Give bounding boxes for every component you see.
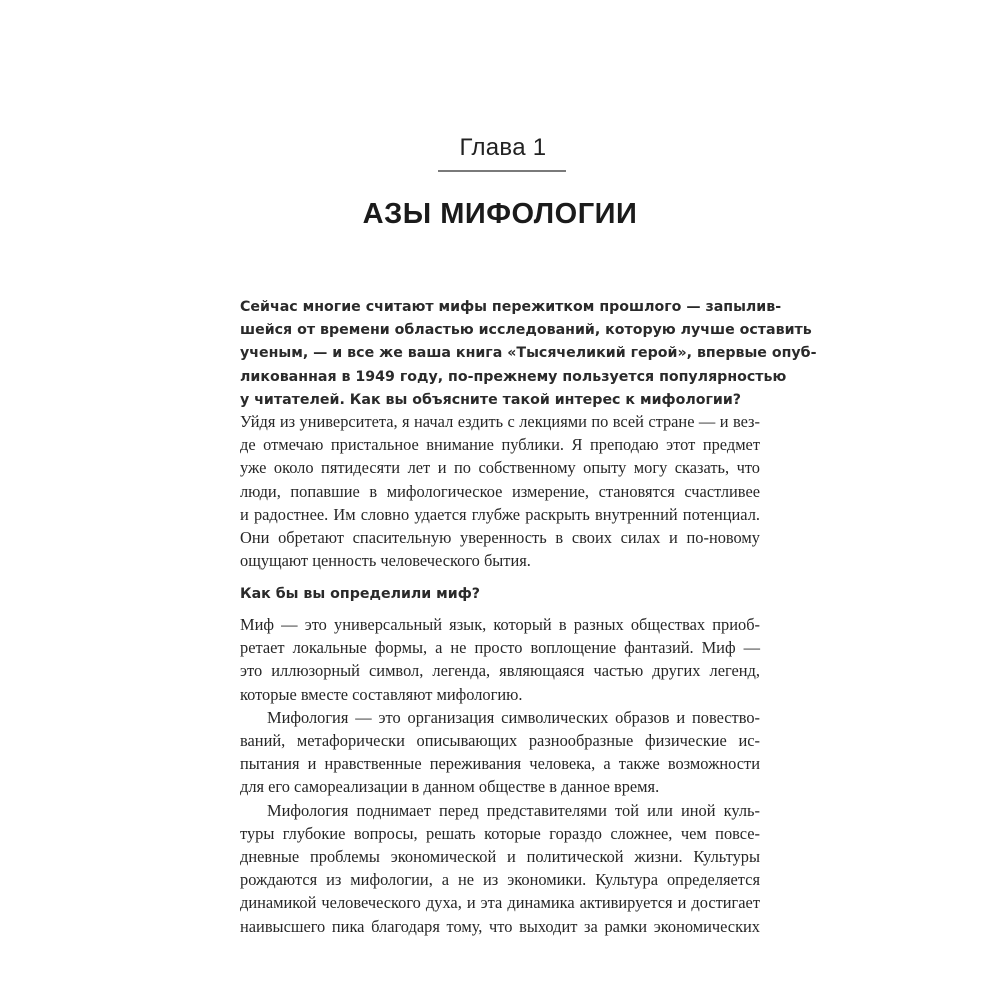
question-paragraph-1 [240, 296, 817, 412]
answer-paragraph-2 [240, 613, 760, 938]
question-paragraph-2 [240, 583, 760, 606]
answer-line: наивысшего пика благодаря тому, что выходит за рамки экономических [240, 916, 760, 936]
answer-line: Мифология поднимает перед представителями той или иной куль- [267, 800, 760, 820]
chapter-divider [438, 170, 566, 172]
answer-line: и радостнее. Им словно удается глубже раскрыть внутренний потенциал. [240, 504, 760, 524]
answer-line: уже около пятидесяти лет и по собственному опыту могу сказать, что [240, 458, 760, 478]
answer-line: ретает локальные формы, а не просто воплощение фантазий. Миф — [240, 638, 760, 658]
question-line: у читателей. Как вы объясните такой интерес к мифологии? [240, 391, 742, 408]
answer-line: Они обретают спасительную уверенность в своих силах и по-новому [240, 528, 760, 548]
answer-line: динамикой человеческого духа, и эта динамика активируется и достигает [240, 893, 760, 913]
question-line: Как бы вы определили миф? [240, 586, 481, 602]
answer-paragraph-1 [240, 410, 760, 572]
answer-line: дневные проблемы экономической и политической жизни. Культуры [240, 847, 760, 867]
answer-line: пытания и нравственные переживания человека, а также возможности [240, 754, 760, 774]
answer-line: туры глубокие вопросы, решать которые гораздо сложнее, чем повсе- [240, 823, 760, 843]
answer-line: Миф — это универсальный язык, который в разных обществах приоб- [240, 615, 760, 634]
question-line: ликованная в 1949 году, по-прежнему пользуется популярностью [240, 368, 787, 385]
answer-line: это иллюзорный символ, легенда, являющаяся частью других легенд, [240, 661, 760, 681]
question-line: шейся от времени областью исследований, которую лучше оставить [240, 322, 812, 339]
answer-line: для его самореализации в данном обществе в данное время. [240, 777, 660, 797]
question-line: Сейчас многие считают мифы пережитком прошлого — запылив- [240, 299, 782, 315]
answer-line: рождаются из мифологии, а не из экономики. Культура определяется [240, 870, 760, 890]
answer-line: которые вместе составляют мифологию. [240, 684, 523, 704]
answer-line: ваний, метафорически описывающих разнообразные физические ис- [240, 731, 760, 751]
answer-line: Уйдя из университета, я начал ездить с лекциями по всей стране — и вез- [240, 412, 760, 431]
answer-line: де отмечаю пристальное внимание публики. Я преподаю этот предмет [240, 435, 760, 455]
answer-line: люди, попавшие в мифологическое измерение, становятся счастливее [240, 481, 760, 501]
chapter-number: Глава 1 [459, 134, 547, 161]
answer-line: ощущают ценность человеческого бытия. [240, 551, 531, 571]
chapter-title: АЗЫ МИФОЛОГИИ [362, 198, 638, 230]
question-line: ученым, — и все же ваша книга «Тысячеликий герой», впервые опуб- [240, 345, 817, 362]
answer-line: Мифология — это организация символических образов и повество- [267, 707, 760, 727]
